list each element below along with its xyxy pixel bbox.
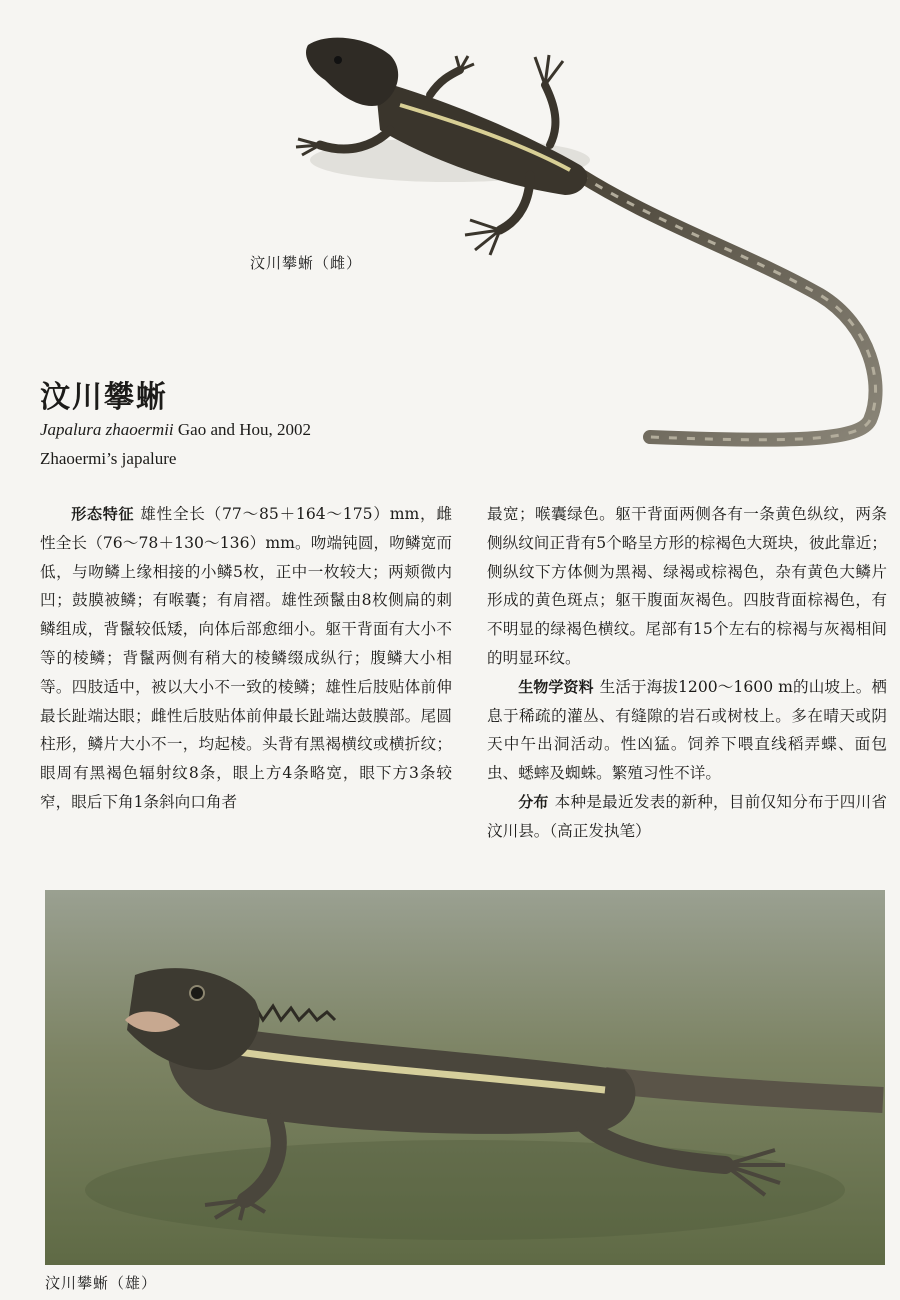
front-right-leg [430, 70, 460, 95]
distribution-paragraph [487, 788, 887, 846]
distribution-heading: 分布 [518, 792, 549, 811]
authority: Gao and Hou, 2002 [177, 420, 312, 439]
biology-text: 生活于海拔1200～1600 m的山坡上。栖息于稀疏的灌丛、有缝隙的岩石或树枝上。多在晴天或阴天中午出洞活动。性凶猛。饲养下喂直线稻弄蝶、面包虫、蟋蟀及蜘蛛。繁殖习性不详。 [487, 677, 887, 783]
text-column-right [487, 500, 887, 846]
head [306, 38, 398, 106]
tail [580, 175, 876, 440]
male-lizard-illustration [45, 890, 885, 1265]
hind-right-leg [545, 85, 555, 145]
biology-heading: 生物学资料 [518, 677, 594, 696]
female-lizard-photo [280, 25, 890, 465]
morphology-text-left: 雄性全长（77～85＋164～175）mm，雌性全长（76～78＋130～136）mm。吻端钝圆，吻鳞宽而低，与吻鳞上缘相接的小鳞5枚，正中一枚较大；两颊微内凹；鼓膜被鳞；有喉囊；有肩褶。雄性颈鬣由8枚侧扁的刺鳞组成，背鬣较低矮，向体后部愈细小。躯干背面有大小不等的棱鳞；背鬣两侧有稍大的棱鳞缀成纵行；腹鳞大小相等。四肢适中，被以大小不一致的棱鳞；雄性后肢贴体前伸最长趾端达眼；雌性后肢贴体前伸最长趾端达鼓膜部。尾圆柱形，鳞片大小不一，均起棱。头背有黑褐横纹或横折纹；眼周有黑褐色辐射纹8条，眼上方4条略宽，眼下方3条较窄，眼后下角1条斜向口角者 [40, 505, 452, 811]
morphology-continued [487, 500, 887, 673]
female-lizard-illustration [280, 25, 890, 465]
biology-paragraph [487, 673, 887, 788]
scientific-name: Japalura zhaoermii [40, 420, 174, 439]
female-photo-caption: 汶川攀蜥（雌） [250, 254, 363, 272]
front-left-toes [296, 139, 320, 155]
english-name: Zhaoermi’s japalure [40, 449, 177, 468]
eye [190, 986, 204, 1000]
rock-shading [85, 1140, 845, 1240]
morphology-paragraph [40, 500, 452, 817]
male-photo-caption: 汶川攀蜥（雄） [45, 1274, 158, 1292]
scientific-name-line [40, 420, 311, 440]
front-right-toes [456, 56, 474, 70]
morphology-text-right: 最宽；喉囊绿色。躯干背面两侧各有一条黄色纵纹，两条侧纵纹间正背有5个略呈方形的棕褐色大斑块，彼此靠近；侧纵纹下方体侧为黑褐、绿褐或棕褐色，杂有黄色大鳞片形成的黄色斑点；躯干腹面灰褐色。四肢背面棕褐色，有不明显的绿褐色横纹。尾部有15个左右的棕褐与灰褐相间的明显环纹。 [487, 505, 887, 667]
hind-left-toes [465, 220, 500, 255]
hind-right-toes [535, 55, 563, 85]
species-title: 汶川攀蜥 [40, 380, 168, 415]
male-lizard-photo [45, 890, 885, 1265]
distribution-text: 本种是最近发表的新种，目前仅知分布于四川省汶川县。（高正发执笔） [487, 792, 887, 840]
eye [334, 56, 342, 64]
text-column-left [40, 500, 452, 817]
morphology-heading: 形态特征 [71, 505, 135, 523]
